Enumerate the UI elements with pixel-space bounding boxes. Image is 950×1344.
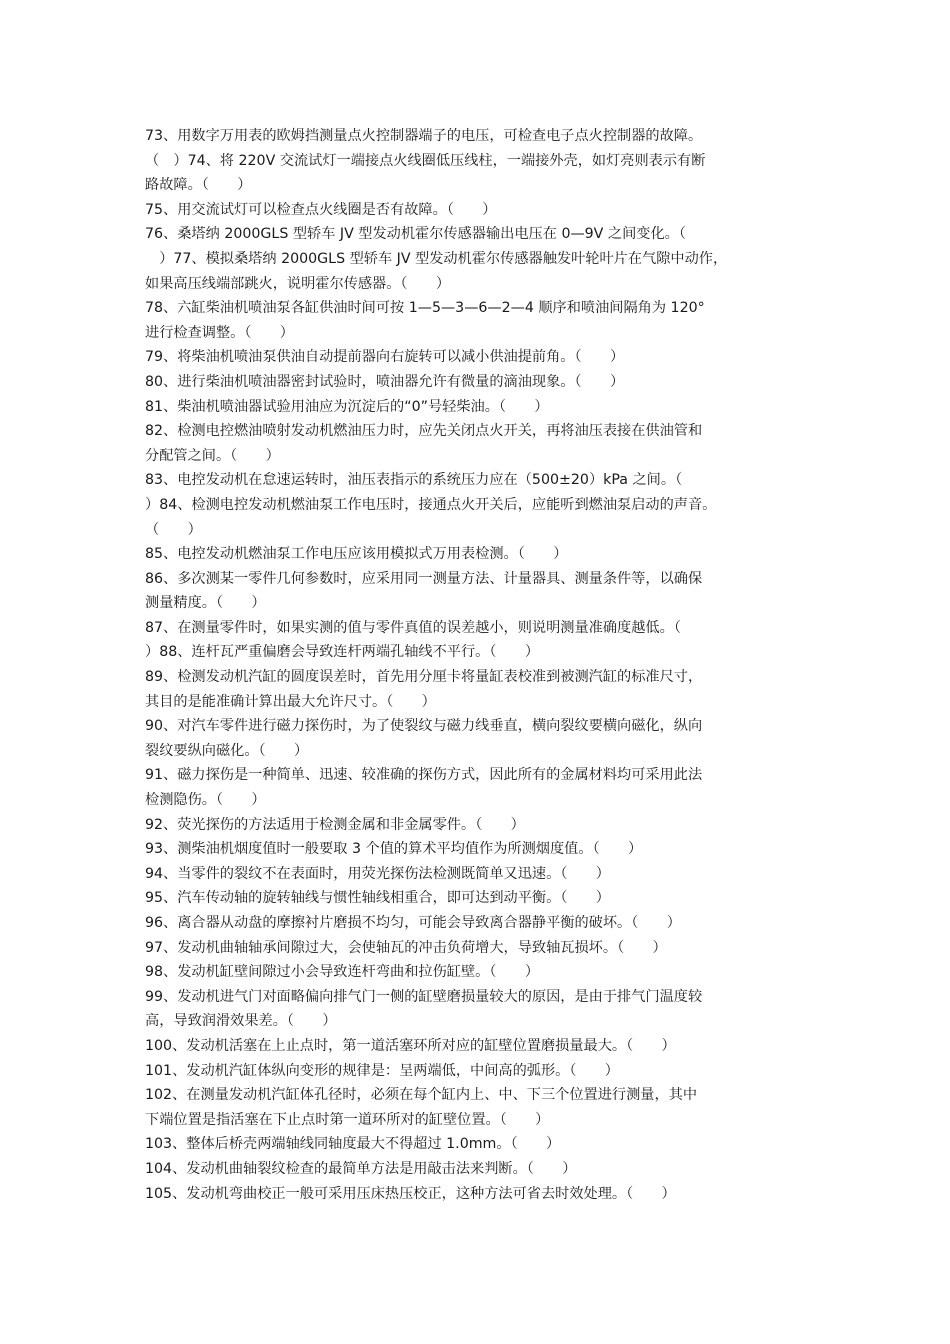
text-line: 100、发动机活塞在上止点时，第一道活塞环所对应的缸壁位置磨损量最大。（ ）: [145, 1037, 676, 1054]
text-line: 83、电控发动机在怠速运转时，油压表指示的系统压力应在（500±20）kPa 之间。（: [145, 472, 683, 489]
text-line: 96、离合器从动盘的摩擦衬片磨损不均匀，可能会导致离合器静平衡的破坏。（ ）: [145, 915, 681, 931]
text-line: 94、当零件的裂纹不在表面时，用荧光探伤法检测既简单又迅速。（ ）: [145, 865, 610, 882]
text-line: 测量精度。（ ）: [145, 595, 266, 612]
text-line: 105、发动机弯曲校正一般可采用压床热压校正，这种方法可省去时效处理。（ ）: [145, 1185, 676, 1202]
text-line: 82、检测电控燃油喷射发动机燃油压力时，应先关闭点火开关，再将油压表接在供油管和: [145, 423, 703, 440]
text-line: 75、用交流试灯可以检查点火线圈是否有故障。（ ）: [145, 201, 497, 218]
text-line: 80、进行柴油机喷油器密封试验时，喷油器允许有微量的滴油现象。（ ）: [145, 373, 625, 390]
text-line: ）88、连杆瓦严重偏磨会导致连杆两端孔轴线不平行。（ ）: [145, 644, 540, 661]
text-line: 89、检测发动机汽缸的圆度误差时，首先用分厘卡将量缸表校准到被测汽缸的标准尺寸，: [145, 669, 703, 686]
text-line: 78、六缸柴油机喷油泵各缸供油时间可按 1—5—3—6—2—4 顺序和喷油间隔角为 120°: [145, 300, 705, 317]
text-line: 路故障。（ ）: [145, 177, 252, 194]
text-line: 76、桑塔纳 2000GLS 型轿车 JV 型发动机霍尔传感器输出电压在 0—9V 之间变化。（: [145, 226, 686, 243]
text-line: ）84、检测电控发动机燃油泵工作电压时，接通点火开关后，应能听到燃油泵启动的声音。: [145, 496, 717, 513]
text-line: 90、对汽车零件进行磁力探伤时，为了使裂纹与磁力线垂直，横向裂纹要横向磁化，纵向: [145, 718, 703, 735]
text-line: 104、发动机曲轴裂纹检查的最简单方法是用敲击法来判断。（ ）: [145, 1160, 577, 1177]
text-line: 分配管之间。（ ）: [145, 447, 280, 464]
text-line: 其目的是能准确计算出最大允许尺寸。（ ）: [145, 693, 436, 710]
text-line: 93、测柴油机烟度值时一般要取 3 个值的算术平均值作为所测烟度值。（ ）: [145, 841, 643, 858]
text-line: 101、发动机汽缸体纵向变形的规律是：呈两端低，中间高的弧形。（ ）: [145, 1062, 619, 1079]
text-line: 检测隐伤。（ ）: [145, 792, 266, 809]
text-line: 98、发动机缸壁间隙过小会导致连杆弯曲和拉伤缸壁。（ ）: [145, 964, 540, 981]
text-line: 下端位置是指活塞在下止点时第一道环所对的缸壁位置。（ ）: [145, 1111, 550, 1128]
text-line: 87、在测量零件时，如果实测的值与零件真值的误差越小，则说明测量准确度越低。（: [145, 619, 681, 636]
text-line: 86、多次测某一零件几何参数时，应采用同一测量方法、计量器具、测量条件等，以确保: [145, 570, 703, 587]
text-line: 73、用数字万用表的欧姆挡测量点火控制器端子的电压，可检查电子点火控制器的故障。: [145, 128, 703, 144]
text-line: （ ）74、将 220V 交流试灯一端接点火线圈低压线柱，一端接外壳，如灯亮则表示有断: [145, 152, 706, 169]
question-list: [145, 124, 817, 1206]
text-line: 91、磁力探伤是一种简单、迅速、较准确的探伤方式，因此所有的金属材料均可采用此法: [145, 767, 703, 784]
text-line: （ ）: [145, 521, 202, 538]
text-line: 99、发动机进气门对面略偏向排气门一侧的缸壁磨损量较大的原因，是由于排气门温度较: [145, 988, 703, 1005]
text-line: 如果高压线端部跳火，说明霍尔传感器。（ ）: [145, 275, 451, 292]
text-line: 92、荧光探伤的方法适用于检测金属和非金属零件。（ ）: [145, 816, 525, 833]
text-line: 103、整体后桥壳两端轴线同轴度最大不得超过 1.0mm。（ ）: [145, 1136, 561, 1153]
text-line: 裂纹要纵向磁化。（ ）: [145, 742, 309, 759]
text-line: ）77、模拟桑塔纳 2000GLS 型轿车 JV 型发动机霍尔传感器触发叶轮叶片在气隙中动作，: [145, 250, 728, 267]
text-line: 102、在测量发动机汽缸体孔径时，必须在每个缸内上、中、下三个位置进行测量，其中: [145, 1087, 698, 1104]
text-line: 95、汽车传动轴的旋转轴线与惯性轴线相重合，即可达到动平衡。（ ）: [145, 890, 610, 907]
text-line: 85、电控发动机燃油泵工作电压应该用模拟式万用表检测。（ ）: [145, 546, 568, 563]
text-line: 进行检查调整。（ ）: [145, 324, 294, 341]
text-line: 79、将柴油机喷油泵供油自动提前器向右旋转可以减小供油提前角。（ ）: [145, 349, 625, 366]
text-line: 97、发动机曲轴轴承间隙过大，会使轴瓦的冲击负荷增大，导致轴瓦损坏。（ ）: [145, 939, 667, 956]
text-line: 高，导致润滑效果差。（ ）: [145, 1013, 337, 1030]
text-line: 81、柴油机喷油器试验用油应为沉淀后的“0”号轻柴油。（ ）: [145, 398, 549, 415]
